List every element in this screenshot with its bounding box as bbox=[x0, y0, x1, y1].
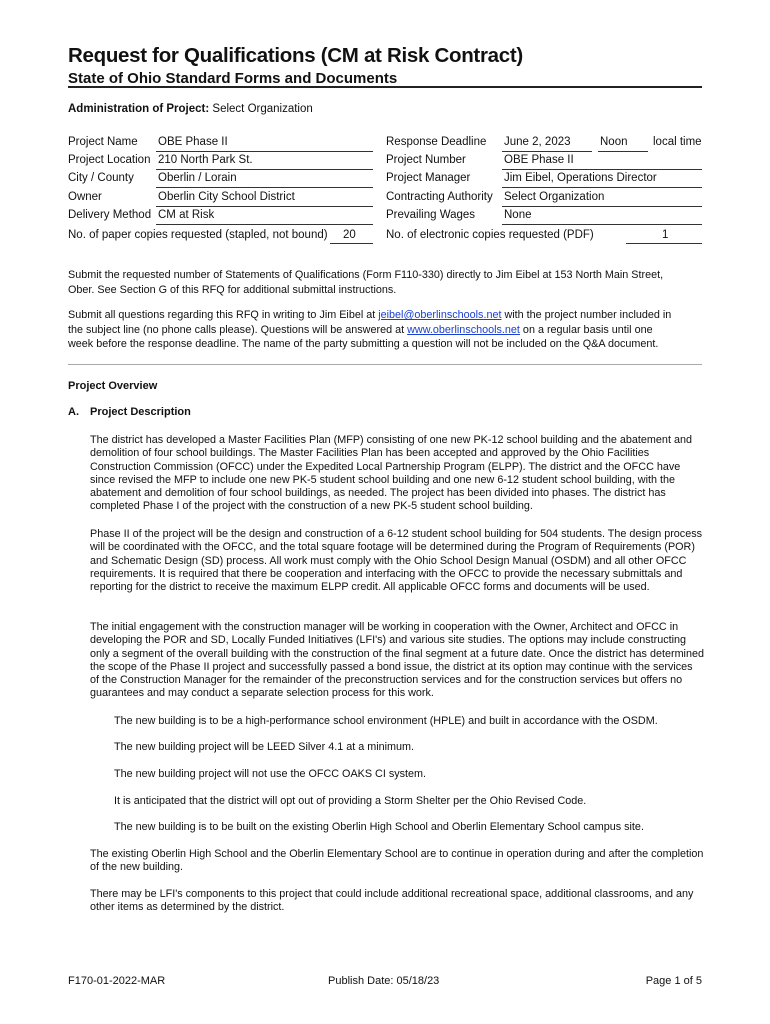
submit-line-1: Submit the requested number of Statements of Qualifications (Form F110-330) directly to Jim Eibel at 153 North Main Street, bbox=[68, 269, 664, 281]
requirement-item: The new building project will not use the OFCC OAKS CI system. bbox=[114, 768, 427, 780]
response-deadline-tz: local time bbox=[653, 136, 702, 148]
questions-text-3: the subject line (no phone calls please). Questions will be answered at bbox=[68, 323, 408, 336]
description-paragraph-4: The existing Oberlin High School and the Oberlin Elementary School are to continue in operation during and after the completion of the new building. bbox=[90, 848, 704, 874]
submit-line-2: Ober. See Section G of this RFQ for additional submittal instructions. bbox=[68, 283, 397, 296]
project-name-label: Project Name bbox=[68, 136, 138, 148]
footer-publish-date: Publish Date: 05/18/23 bbox=[328, 975, 440, 987]
project-manager-underline bbox=[502, 187, 702, 188]
project-location-underline bbox=[156, 169, 373, 170]
description-paragraph-3: The initial engagement with the construction manager will be working in cooperation with the Owner, Architect and OFCC in developing the POR and SD, Locally Funded Initiatives (LFI's) and various site studies. The options may include constructing only a segment of the overall building with the construction of the final segment at a future date. Once the district has determined the scope of the Phase II project and successfully passed a bond issue, the district at its option may continue with the services of the Construction Manager for the remainder of the preconstruction services and for the construction services but offers no guarantees and may conduct a separate selection process for this work. bbox=[90, 621, 704, 700]
paper-copies-label: No. of paper copies requested (stapled, not bound) bbox=[68, 229, 328, 241]
contracting-authority-value: Select Organization bbox=[504, 191, 605, 203]
city-county-value: Oberlin / Lorain bbox=[158, 172, 237, 184]
deadline-time-underline bbox=[598, 151, 648, 152]
administration-value: Select Organization bbox=[212, 103, 313, 115]
project-manager-label: Project Manager bbox=[386, 172, 471, 184]
contracting-authority-underline bbox=[502, 206, 702, 207]
project-manager-value: Jim Eibel, Operations Director bbox=[504, 172, 657, 184]
page-title: Request for Qualifications (CM at Risk Contract) bbox=[68, 44, 523, 67]
title-divider bbox=[68, 86, 702, 88]
delivery-method-underline bbox=[156, 224, 373, 225]
response-deadline-date: June 2, 2023 bbox=[504, 136, 571, 148]
response-deadline-label: Response Deadline bbox=[386, 136, 487, 148]
website-link[interactable]: www.oberlinschools.net bbox=[407, 323, 520, 336]
prevailing-wages-underline bbox=[502, 224, 702, 225]
deadline-date-underline bbox=[502, 151, 592, 152]
questions-text-5: week before the response deadline. The name of the party submitting a question will not be included on the Q&A document. bbox=[68, 338, 659, 351]
description-paragraph-5: There may be LFI's components to this project that could include additional recreational space, additional classrooms, and any other items as determined by the district. bbox=[90, 888, 694, 914]
delivery-method-label: Delivery Method bbox=[68, 209, 152, 221]
city-county-label: City / County bbox=[68, 172, 134, 184]
project-location-value: 210 North Park St. bbox=[158, 154, 253, 166]
project-overview-heading: Project Overview bbox=[68, 380, 158, 392]
section-a-title: Project Description bbox=[90, 406, 191, 418]
contact-email-link[interactable]: jeibel@oberlinschools.net bbox=[378, 309, 502, 321]
paper-copies-value: 20 bbox=[343, 229, 356, 241]
questions-text-1: Submit all questions regarding this RFQ in writing to Jim Eibel at bbox=[68, 309, 379, 321]
description-paragraph-2: Phase II of the project will be the design and construction of a 6-12 student school building for 504 students. The design process will be coordinated with the OFCC, and the total square footage will be determined during the Program of Requirements (POR) and Schematic Design (SD) process. All work must comply with the Ohio School Design Manual (OSDM) and all other OFCC requirements. It is required that there be cooperation and interfacing with the OFCC to provide the necessary submittals and reporting for the district to receive the maximum ELPP credit. All applicable OFCC forms and documents will be used. bbox=[90, 528, 703, 594]
project-number-label: Project Number bbox=[386, 154, 466, 166]
requirement-item: The new building is to be a high-performance school environment (HPLE) and built in accordance with the OSDM. bbox=[114, 715, 658, 727]
electronic-copies-underline bbox=[626, 243, 702, 244]
owner-value: Oberlin City School District bbox=[158, 191, 295, 203]
owner-underline bbox=[156, 206, 373, 207]
questions-text-2: with the project number included in bbox=[501, 309, 672, 321]
prevailing-wages-value: None bbox=[504, 209, 532, 221]
submit-paragraph bbox=[68, 268, 704, 297]
response-deadline-time: Noon bbox=[600, 136, 628, 148]
section-a-letter: A. bbox=[68, 406, 79, 418]
requirement-item: It is anticipated that the district will opt out of providing a Storm Shelter per the Ohio Revised Code. bbox=[114, 795, 587, 807]
city-county-underline bbox=[156, 187, 373, 188]
prevailing-wages-label: Prevailing Wages bbox=[386, 209, 476, 221]
electronic-copies-value: 1 bbox=[662, 229, 669, 241]
page-subtitle: State of Ohio Standard Forms and Documents bbox=[68, 70, 398, 87]
footer-form-id: F170-01-2022-MAR bbox=[68, 975, 166, 987]
contracting-authority-label: Contracting Authority bbox=[386, 191, 493, 203]
delivery-method-value: CM at Risk bbox=[158, 209, 215, 221]
project-number-underline bbox=[502, 169, 702, 170]
administration-line bbox=[68, 103, 313, 115]
footer-page-number: Page 1 of 5 bbox=[645, 975, 702, 987]
project-number-value: OBE Phase II bbox=[504, 154, 574, 166]
section-divider bbox=[68, 364, 702, 365]
project-name-underline bbox=[156, 151, 373, 152]
requirement-item: The new building project will be LEED Silver 4.1 at a minimum. bbox=[114, 741, 415, 753]
questions-text-4: on a regular basis until one bbox=[519, 323, 653, 336]
electronic-copies-label: No. of electronic copies requested (PDF) bbox=[386, 229, 594, 241]
paper-copies-underline bbox=[330, 243, 373, 244]
project-name-value: OBE Phase II bbox=[158, 136, 228, 148]
description-paragraph-1: The district has developed a Master Facilities Plan (MFP) consisting of one new PK-12 school building and the abatement and demolition of four school buildings. The Master Facilities Plan has been accepted and approved by the Ohio Facilities Construction Commission (OFCC) under the Expedited Local Partnership Program (ELPP). The district and the OFCC have since revised the MFP to include one new PK-5 student school building and one new 6-12 student school building, with the abatement and demolition of four school buildings, as needed. The project has been divided into phases. The district has completed Phase I of the project with the construction of a new PK-5 student school building. bbox=[90, 434, 692, 513]
requirement-item: The new building is to be built on the existing Oberlin High School and Oberlin Elementary School campus site. bbox=[114, 821, 644, 833]
owner-label: Owner bbox=[68, 191, 102, 203]
administration-label: Administration of Project: bbox=[68, 103, 210, 115]
questions-paragraph bbox=[68, 308, 704, 352]
project-location-label: Project Location bbox=[68, 154, 151, 166]
